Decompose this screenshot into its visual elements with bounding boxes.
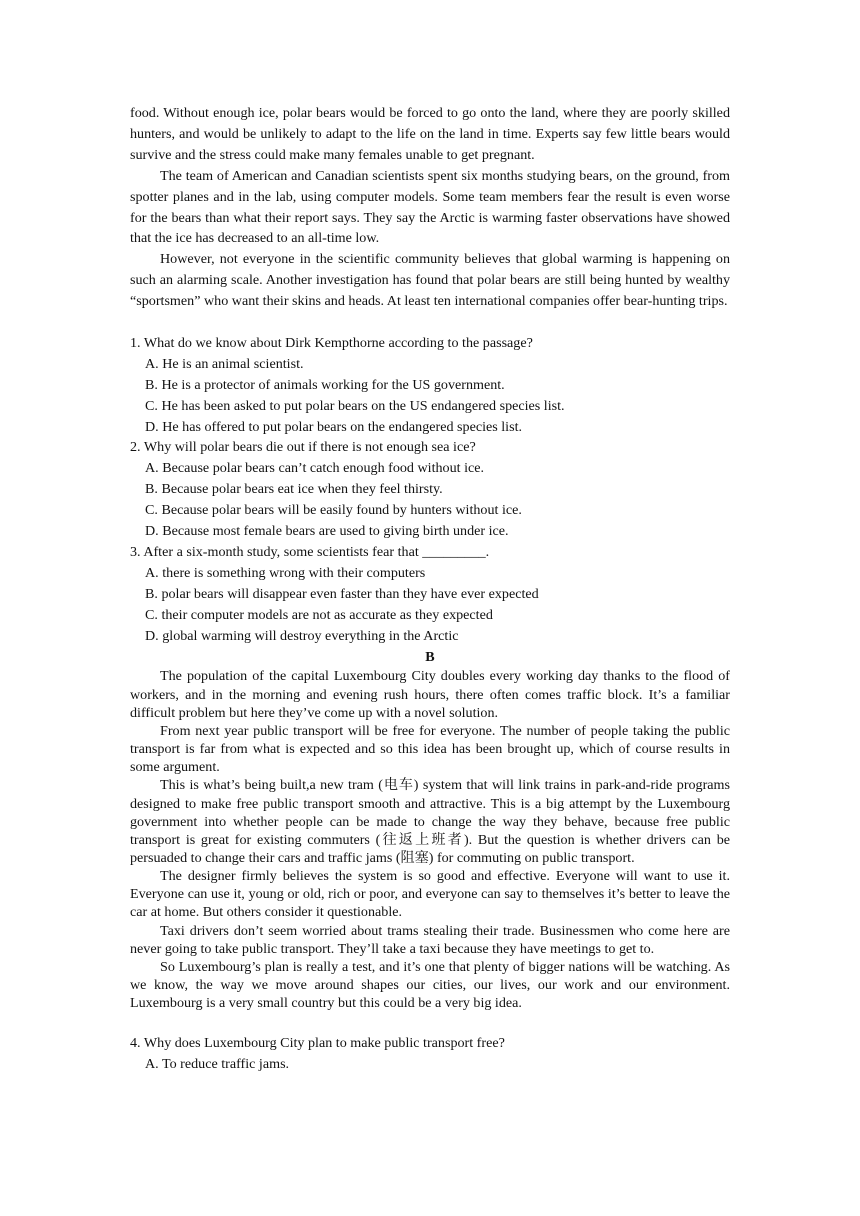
passage-a-text [130,103,730,312]
question-1-option-a: A. He is an animal scientist. [145,355,304,372]
section-b-title: B [425,648,435,665]
blank-line [130,312,730,333]
passage-b-paragraph-2: From next year public transport will be free for everyone. The number of people taking the public transport is far from what is expected and so this idea has been brought up, which of course results in some argument. [130,722,730,776]
question-2-option-d: D. Because most female bears are used to giving birth under ice. [145,523,509,540]
question-4-stem: 4. Why does Luxembourg City plan to make public transport free? [130,1035,505,1052]
passage-a-paragraph-2: The team of American and Canadian scientists spent six months studying bears, on the ground, from spotter planes and in the lab, using computer models. Some team members fear the result is even worse for the bears than what their report says. They say the Arctic is warming faster observations have showed that the ice has decreased to an all-time low. [130,167,730,247]
question-1-stem: 1. What do we know about Dirk Kempthorne according to the passage? [130,334,533,351]
question-3-option-c: C. their computer models are not as accurate as they expected [145,606,493,623]
blank-line [130,1012,730,1033]
document-page [130,103,730,1075]
question-3-option-b: B. polar bears will disappear even faster than they have ever expected [145,585,539,602]
passage-b-paragraph-6: So Luxembourg’s plan is really a test, and it’s one that plenty of bigger nations will be watching. As we know, the way we move around shapes our cities, our lives, our work and our environment. Luxembourg is a very small country but this could be a very big idea. [130,958,730,1012]
question-4-option-a: A. To reduce traffic jams. [145,1056,290,1073]
question-3-option-d: D. global warming will destroy everything in the Arctic [145,627,459,644]
passage-b-paragraph-5: Taxi drivers don’t seem worried about trams stealing their trade. Businessmen who come here are never going to take public transport. They’ll take a taxi because they have meetings to get to. [130,922,730,957]
passage-b-paragraph-3: This is what’s being built,a new tram (电车) system that will link trains in park-and-ride programs designed to make free public transport smooth and attractive. This is a big attempt by the Luxembourg government into whether people can be made to change the way they behave, because free public transport is great for existing commuters (往返上班者). But the question is whether drivers can be persuaded to change their cars and traffic jams (阻塞) for commuting on public transport. [130,777,730,867]
passage-b-text [130,667,730,1012]
question-2-option-b: B. Because polar bears eat ice when they feel thirsty. [145,481,443,498]
question-4 [130,1033,730,1075]
question-1-option-c: C. He has been asked to put polar bears on the US endangered species list. [145,397,565,414]
passage-a-paragraph-3: However, not everyone in the scientific community believes that global warming is happening on such an alarming scale. Another investigation has found that polar bears are still being hunted by wealthy “sportsmen” who want their skins and heads. At least ten international companies offer bear-hunting trips. [130,251,730,310]
question-3-option-a: A. there is something wrong with their computers [145,564,426,581]
question-2 [130,437,730,542]
question-1-option-b: B. He is a protector of animals working for the US government. [145,376,505,393]
question-2-stem: 2. Why will polar bears die out if there is not enough sea ice? [130,439,476,456]
question-3-stem: 3. After a six-month study, some scientists fear that _________. [130,544,490,561]
question-2-option-c: C. Because polar bears will be easily found by hunters without ice. [145,502,522,519]
questions-b [130,1033,730,1075]
question-1-option-d: D. He has offered to put polar bears on the endangered species list. [145,418,523,435]
passage-a-paragraph-1: food. Without enough ice, polar bears would be forced to go onto the land, where they are poorly skilled hunters, and would be unlikely to adapt to the life on the land in time. Experts say few little bears would survive and the stress could make many females unable to get pregnant. [130,105,730,163]
question-1 [130,333,730,438]
passage-b-paragraph-4: The designer firmly believes the system is so good and effective. Everyone will want to use it. Everyone can use it, young or old, rich or poor, and everyone can say to themselves it’s better to leave the car at home. But others consider it questionable. [130,868,730,921]
passage-b-paragraph-1: The population of the capital Luxembourg City doubles every working day thanks to the flood of workers, and in the morning and evening rush hours, there often comes traffic block. It’s a familiar difficult problem but here they’ve come up with a novel solution. [130,668,730,721]
questions-a [130,333,730,647]
question-3 [130,542,730,647]
question-2-option-a: A. Because polar bears can’t catch enough food without ice. [145,460,485,477]
